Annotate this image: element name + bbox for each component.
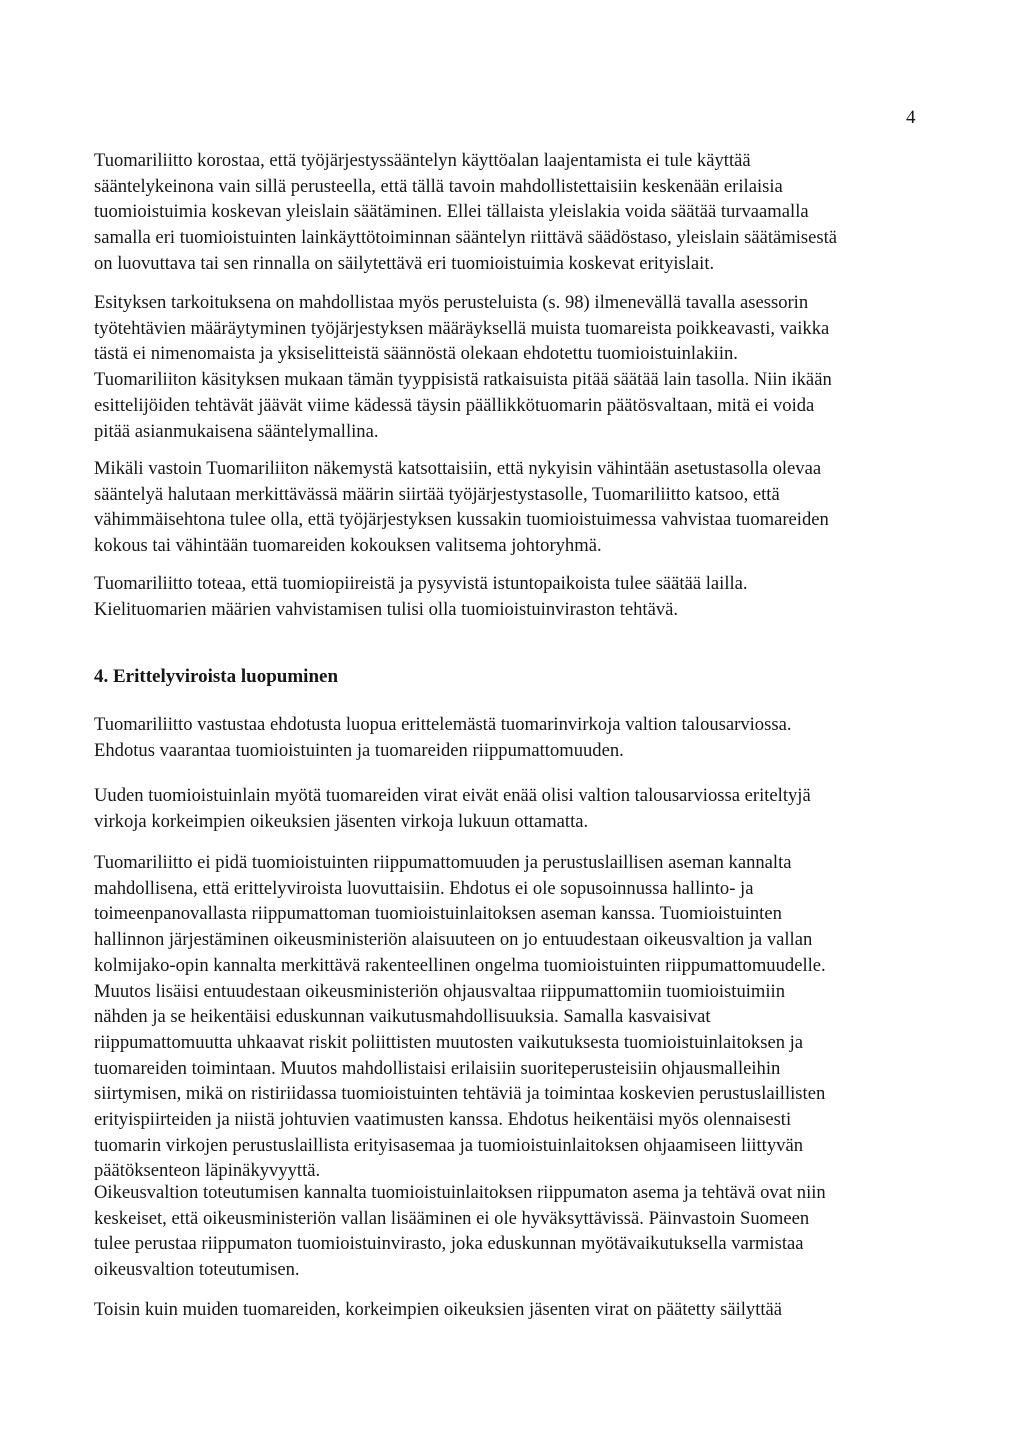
section-paragraph-5 bbox=[94, 1297, 944, 1323]
text-line: Tuomariliitto ei pidä tuomioistuinten riippumattomuuden ja perustuslaillisen aseman kannalta bbox=[94, 852, 792, 873]
text-line: Ehdotus vaarantaa tuomioistuinten ja tuomareiden riippumattomuuden. bbox=[94, 739, 624, 761]
text-line: Esityksen tarkoituksena on mahdollistaa myös perusteluista (s. 98) ilmenevällä tavalla asessorin bbox=[94, 292, 809, 313]
text-line: Toisin kuin muiden tuomareiden, korkeimpien oikeuksien jäsenten virat on päätetty säilyttää bbox=[94, 1299, 783, 1320]
text-line: tuomarin virkojen perustuslaillista erityisasemaa ja tuomioistuinlaitoksen ohjaamiseen liittyvän bbox=[94, 1134, 803, 1156]
text-line: siirtymisen, mikä on ristiriidassa tuomioistuinten tehtäviä ja toimintaa koskevien perustuslaillisten bbox=[94, 1083, 826, 1105]
text-line: päätöksenteon läpinäkyvyyttä. bbox=[94, 1160, 321, 1182]
text-line: riippumattomuutta uhkaavat riskit poliittisten muutosten vaikutuksesta tuomioistuinlaitoksen ja bbox=[94, 1031, 804, 1053]
text-line: Oikeusvaltion toteutumisen kannalta tuomioistuinlaitoksen riippumaton asema ja tehtävä ovat niin bbox=[94, 1182, 826, 1203]
page-number: 4 bbox=[906, 107, 916, 128]
text-line: Kielituomarien määrien vahvistamisen tulisi olla tuomioistuinviraston tehtävä. bbox=[94, 598, 679, 620]
text-line: kokous tai vähintään tuomareiden kokouksen valitsema johtoryhmä. bbox=[94, 535, 602, 557]
text-line: Tuomariliiton käsityksen mukaan tämän tyyppisistä ratkaisuista pitää säätää lain tasolla. Niin ikään bbox=[94, 369, 832, 391]
text-line: pitää asianmukaisena sääntelymallina. bbox=[94, 420, 379, 442]
text-line: mahdollisena, että erittelyviroista luovuttaisiin. Ehdotus ei ole sopusoinnussa hallinto- ja bbox=[94, 877, 754, 899]
section-paragraph-1 bbox=[94, 712, 944, 763]
text-line: erityispiirteiden ja niistä johtuvien vaatimusten kanssa. Ehdotus heikentäisi myös olennaisesti bbox=[94, 1109, 792, 1131]
text-line: Muutos lisäisi entuudestaan oikeusministeriön ohjausvaltaa riippumattomiin tuomioistuimiin bbox=[94, 980, 786, 1002]
paragraph-3 bbox=[94, 456, 944, 559]
text-line: kolmijako-opin kannalta merkittävä rakenteellinen ongelma tuomioistuinten riippumattomuudelle. bbox=[94, 954, 826, 976]
section-paragraph-4 bbox=[94, 1180, 944, 1283]
section-paragraph-3 bbox=[94, 850, 944, 1184]
text-line: työtehtävien määräytyminen työjärjestyksen määräyksellä muista tuomareista poikkeavasti, vaikka bbox=[94, 317, 830, 339]
text-line: toimeenpanovallasta riippumattoman tuomioistuinlaitoksen aseman kanssa. Tuomioistuinten bbox=[94, 903, 782, 925]
text-line: virkoja korkeimpien oikeuksien jäsenten virkoja lukuun ottamatta. bbox=[94, 810, 589, 832]
text-line: Tuomariliitto toteaa, että tuomiopiireistä ja pysyvistä istuntopaikoista tulee säätää lailla. bbox=[94, 573, 748, 594]
text-line: oikeusvaltion toteutumisen. bbox=[94, 1259, 300, 1281]
text-line: Tuomariliitto vastustaa ehdotusta luopua erittelemästä tuomarinvirkoja valtion talousarviossa. bbox=[94, 714, 792, 735]
text-line: tuomioistuimia koskevan yleislain säätäminen. Ellei tällaista yleislakia voida säätää turvaamalla bbox=[94, 201, 809, 223]
text-line: keskeiset, että oikeusministeriön vallan lisääminen ei ole hyväksyttävissä. Päinvastoin Suomeen bbox=[94, 1207, 810, 1229]
paragraph-2 bbox=[94, 290, 944, 444]
paragraph-4 bbox=[94, 571, 944, 622]
text-line: tästä ei nimenomaista ja yksiselitteistä säännöstä olekaan ehdotettu tuomioistuinlakiin. bbox=[94, 343, 738, 365]
paragraph-1 bbox=[94, 148, 944, 277]
text-line: hallinnon järjestäminen oikeusministeriön alaisuuteen on jo entuudestaan oikeusvaltion ja vallan bbox=[94, 929, 813, 951]
text-line: sääntelyä halutaan merkittävässä määrin siirtää työjärjestystasolle, Tuomariliitto katsoo, että bbox=[94, 483, 780, 505]
text-line: vähimmäisehtona tulee olla, että työjärjestyksen kussakin tuomioistuimessa vahvistaa tuomareiden bbox=[94, 509, 829, 531]
text-line: sääntelykeinona vain sillä perusteella, että tällä tavoin mahdollistettaisiin keskenään erilaisia bbox=[94, 175, 783, 197]
text-line: samalla eri tuomioistuinten lainkäyttötoiminnan sääntelyn riittävä säädöstaso, yleislain säätämisestä bbox=[94, 227, 838, 249]
text-line: on luovuttava tai sen rinnalla on säilytettävä eri tuomioistuimia koskevat erityislait. bbox=[94, 252, 715, 274]
section-heading: 4. Erittelyviroista luopuminen bbox=[94, 666, 339, 687]
text-line: Mikäli vastoin Tuomariliiton näkemystä katsottaisiin, että nykyisin vähintään asetustasolla olevaa bbox=[94, 458, 822, 479]
text-line: Tuomariliitto korostaa, että työjärjestyssääntelyn käyttöalan laajentamista ei tule käyttää bbox=[94, 150, 751, 171]
text-line: Uuden tuomioistuinlain myötä tuomareiden virat eivät enää olisi valtion talousarviossa eriteltyjä bbox=[94, 785, 811, 806]
section-paragraph-2 bbox=[94, 783, 944, 834]
text-line: tuomareiden toimintaan. Muutos mahdollistaisi erilaisiin suoriteperusteisiin ohjausmalleihin bbox=[94, 1057, 781, 1079]
text-line: nähden ja se heikentäisi eduskunnan vaikutusmahdollisuuksia. Samalla kasvaisivat bbox=[94, 1006, 711, 1028]
text-line: esittelijöiden tehtävät jäävät viime kädessä täysin päällikkötuomarin päätösvaltaan, mitä ei voida bbox=[94, 394, 815, 416]
text-line: tulee perustaa riippumaton tuomioistuinvirasto, joka eduskunnan myötävaikutuksella varmistaa bbox=[94, 1233, 804, 1255]
